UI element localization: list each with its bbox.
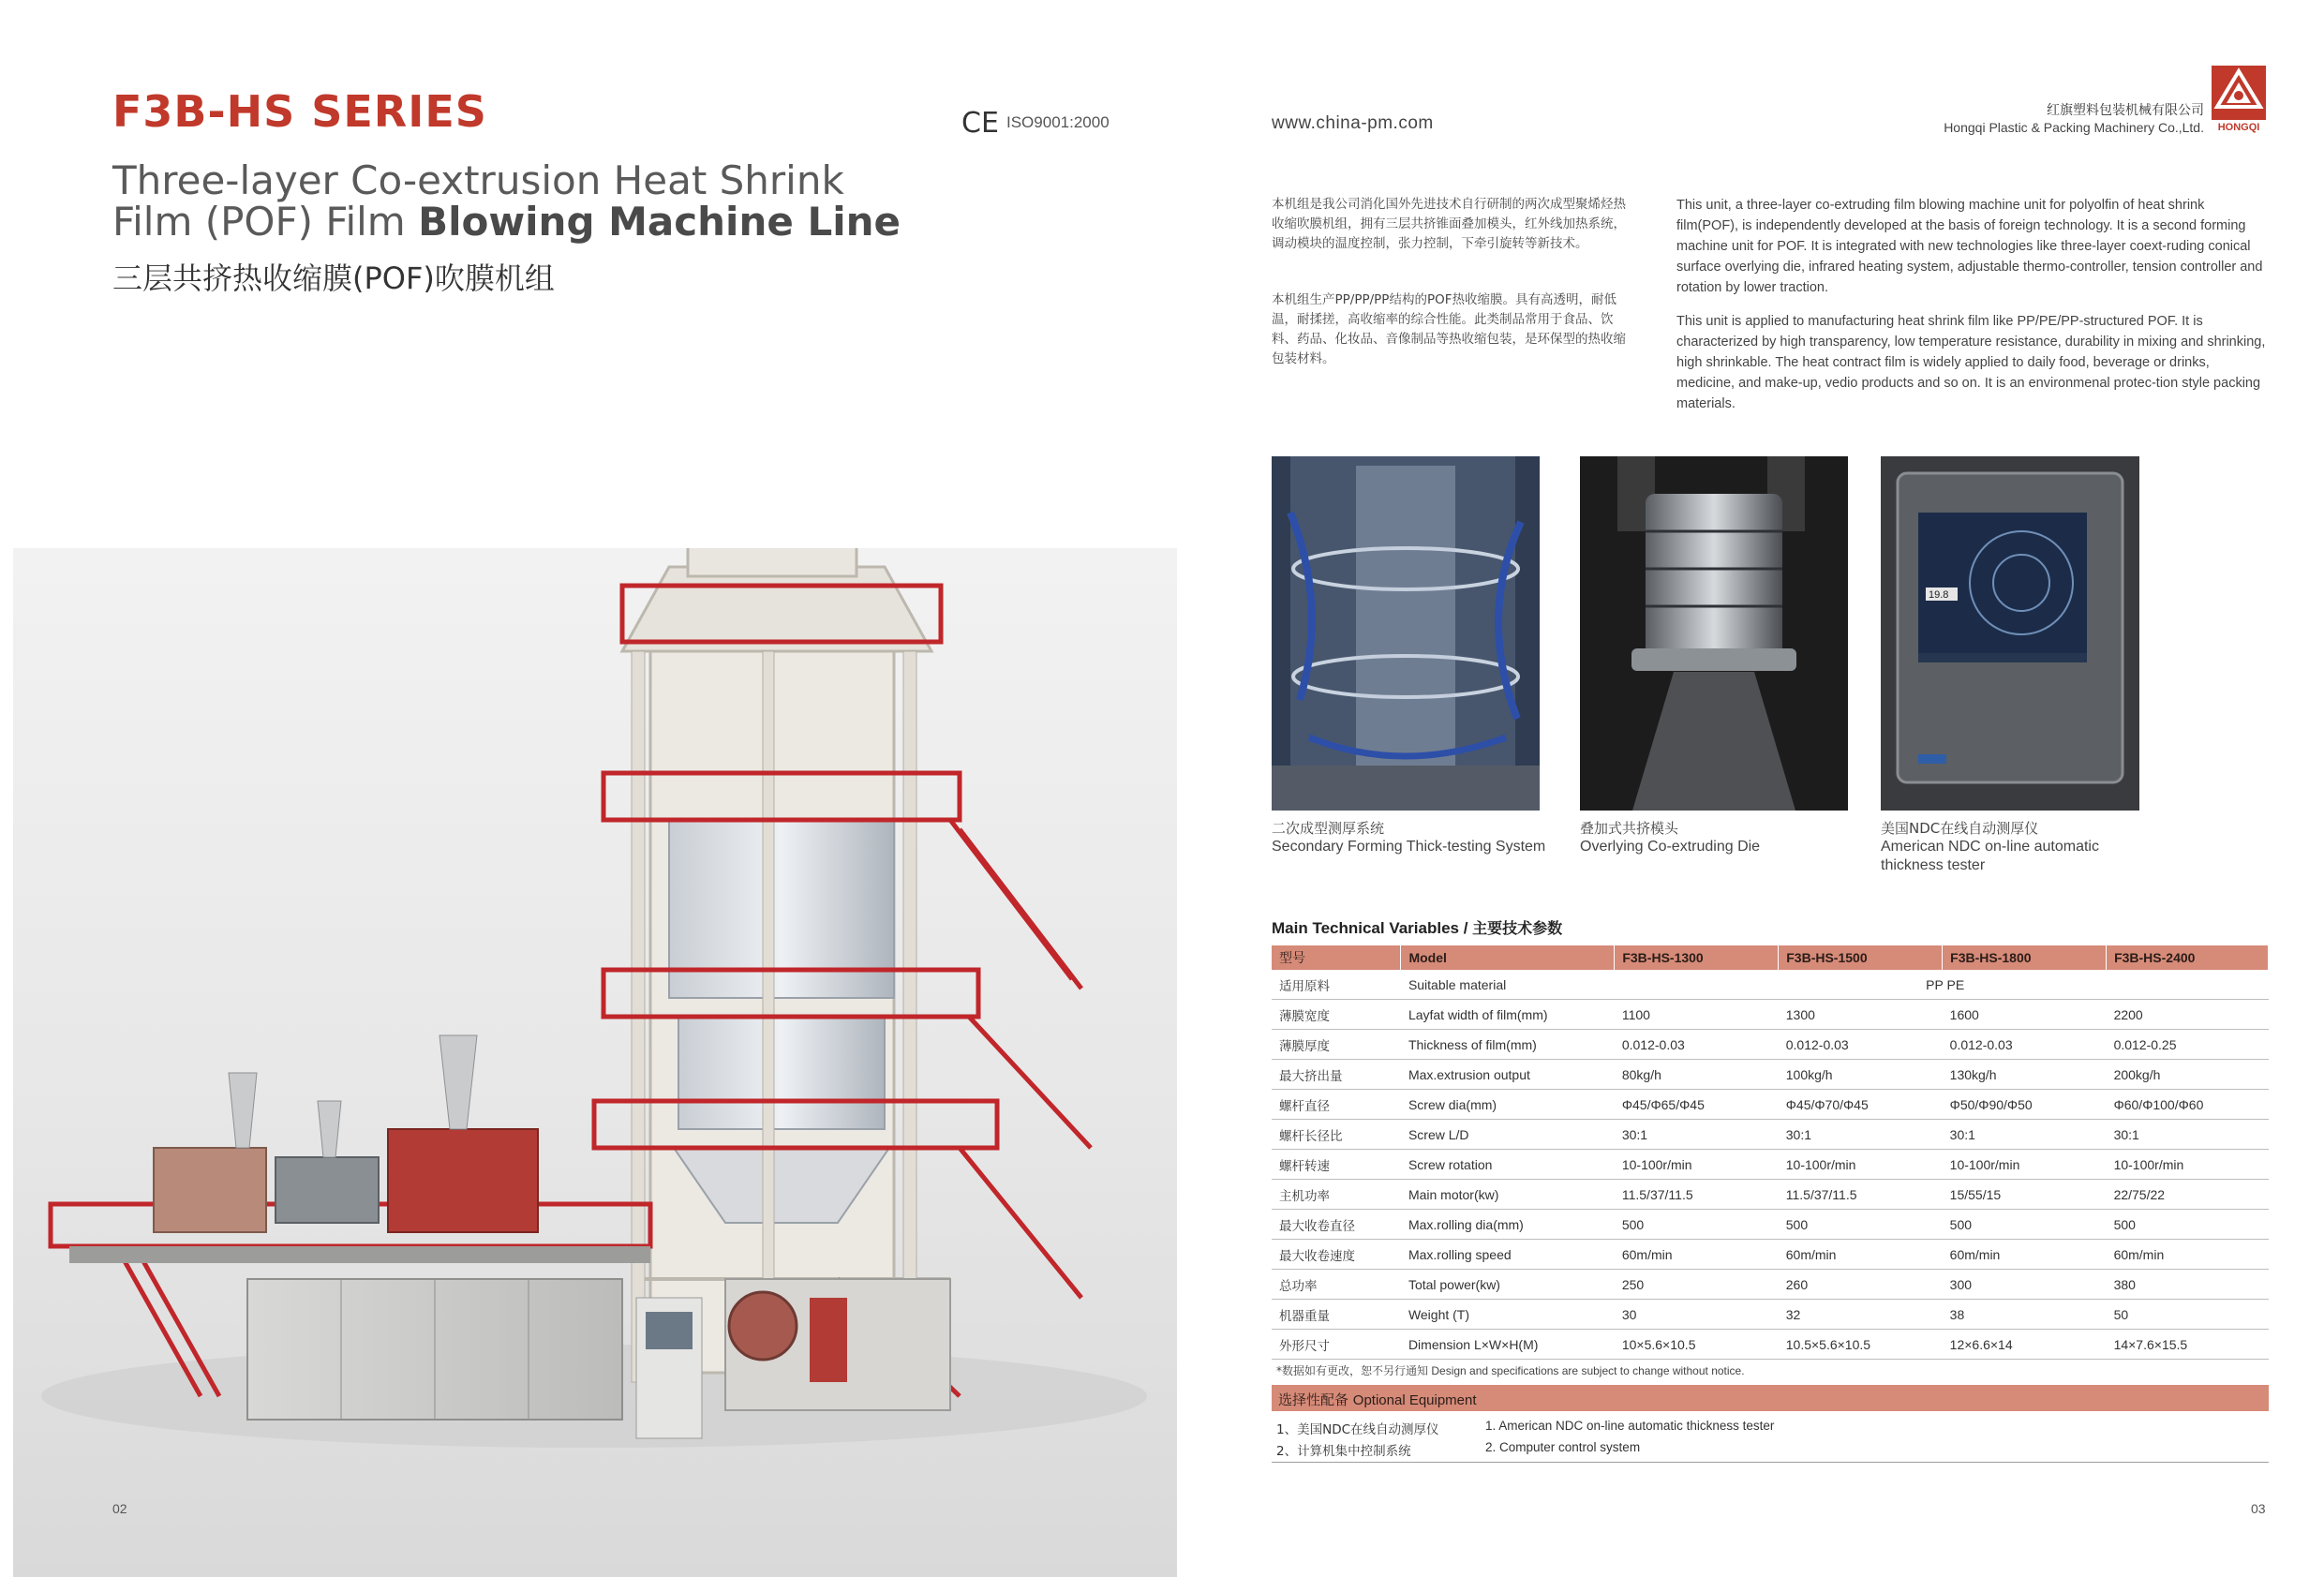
iso-certification: ISO9001:2000 [1006, 113, 1110, 131]
row-label-en: Total power(kw) [1401, 1270, 1615, 1300]
row-value: Φ50/Φ90/Φ50 [1943, 1090, 2107, 1120]
row-value: 0.012-0.25 [2107, 1030, 2269, 1060]
spec-table-heading [1272, 916, 1562, 938]
row-value: 10-100r/min [1615, 1150, 1779, 1180]
row-value: 30:1 [1779, 1120, 1943, 1150]
row-value: 0.012-0.03 [1943, 1030, 2107, 1060]
title-line-2 [112, 199, 901, 245]
caption-1-english: Secondary Forming Thick-testing System [1272, 839, 1546, 855]
optional-item-1-chinese: 1、美国NDC在线自动测厚仪 [1276, 1422, 1439, 1437]
row-value: 11.5/37/11.5 [1615, 1180, 1779, 1210]
row-value: 14×7.6×15.5 [2107, 1330, 2269, 1360]
row-value: 10-100r/min [1943, 1150, 2107, 1180]
spec-table [1272, 945, 2269, 1360]
row-value: 60m/min [1943, 1240, 2107, 1270]
header-cn: 型号 [1272, 945, 1401, 970]
caption-3-chinese: 美国NDC在线自动测厚仪 [1881, 820, 2039, 837]
header-f3b-hs-1300: F3B-HS-1300 [1615, 945, 1779, 970]
row-label-cn: 螺杆长径比 [1272, 1120, 1401, 1150]
row-value: 60m/min [1615, 1240, 1779, 1270]
row-label-cn: 外形尺寸 [1272, 1330, 1401, 1360]
table-row-material [1272, 970, 2269, 1000]
series-title: F3B-HS SERIES [112, 86, 487, 137]
row-value: Φ45/Φ65/Φ45 [1615, 1090, 1779, 1120]
row-value: 38 [1943, 1300, 2107, 1330]
winder-unit [725, 1279, 950, 1410]
row-label-en: Thickness of film(mm) [1401, 1030, 1615, 1060]
page-number-left: 02 [112, 1501, 127, 1516]
row-value: 1600 [1943, 1000, 2107, 1030]
row-value: 500 [1779, 1210, 1943, 1240]
spec-table-heading-english: Main Technical Variables / [1272, 919, 1473, 937]
table-row [1272, 1210, 2269, 1240]
row-value: 0.012-0.03 [1615, 1030, 1779, 1060]
row-value: 500 [2107, 1210, 2269, 1240]
table-row [1272, 1180, 2269, 1210]
table-row [1272, 1330, 2269, 1360]
row-value: 500 [1943, 1210, 2107, 1240]
row-value: 100kg/h [1779, 1060, 1943, 1090]
title-chinese: 三层共挤热收缩膜(POF)吹膜机组 [112, 260, 555, 296]
spec-table-heading-chinese: 主要技术参数 [1472, 919, 1563, 937]
table-footnote [1276, 1362, 1745, 1378]
row-value: 10.5×5.6×10.5 [1779, 1330, 1943, 1360]
row-value: 500 [1615, 1210, 1779, 1240]
row-value: 10×5.6×10.5 [1615, 1330, 1779, 1360]
row-label-cn: 螺杆转速 [1272, 1150, 1401, 1180]
row-value: 260 [1779, 1270, 1943, 1300]
company-name-chinese: 红旗塑料包装机械有限公司 [2047, 103, 2204, 118]
footnote-chinese: *数据如有更改，恕不另行通知 [1276, 1364, 1429, 1377]
table-row [1272, 1150, 2269, 1180]
row-label-en: Max.rolling dia(mm) [1401, 1210, 1615, 1240]
row-value: 200kg/h [2107, 1060, 2269, 1090]
caption-photo-2 [1580, 819, 1760, 856]
table-row [1272, 1270, 2269, 1300]
row-value: 2200 [2107, 1000, 2269, 1030]
ce-mark: CE [961, 107, 999, 140]
header-model: Model [1401, 945, 1615, 970]
row-label-en: Max.rolling speed [1401, 1240, 1615, 1270]
row-value: 30:1 [2107, 1120, 2269, 1150]
row-label-en: Screw rotation [1401, 1150, 1615, 1180]
row-label-cn: 主机功率 [1272, 1180, 1401, 1210]
title-line-2-regular: Film (POF) Film [112, 199, 419, 245]
row-label-cn: 螺杆直径 [1272, 1090, 1401, 1120]
optional-item-2-chinese: 2、计算机集中控制系统 [1276, 1444, 1411, 1459]
photo-ndc-thickness-tester [1881, 456, 2139, 811]
optional-title-chinese: 选择性配备 [1278, 1391, 1353, 1408]
row-value: 1300 [1779, 1000, 1943, 1030]
row-value: Φ60/Φ100/Φ60 [2107, 1090, 2269, 1120]
table-row [1272, 1090, 2269, 1120]
page-number-right: 03 [2251, 1501, 2266, 1516]
row-value: 380 [2107, 1270, 2269, 1300]
row-label-cn: 适用原料 [1272, 970, 1401, 1000]
row-value: 30:1 [1943, 1120, 2107, 1150]
row-label-en: Main motor(kw) [1401, 1180, 1615, 1210]
row-value: 22/75/22 [2107, 1180, 2269, 1210]
row-value: 30 [1615, 1300, 1779, 1330]
intro-chinese-paragraph-1: 本机组是我公司消化国外先进技术自行研制的两次成型聚烯烃热收缩吹膜机组，拥有三层共挤锥面叠加模头，红外线加热系统，调动模块的温度控制，张力控制，下牵引旋转等新技术。 [1272, 197, 1626, 251]
row-value: 80kg/h [1615, 1060, 1779, 1090]
caption-photo-3 [1881, 819, 2099, 875]
optional-equipment-rule [1272, 1462, 2269, 1463]
row-label-en: Dimension L×W×H(M) [1401, 1330, 1615, 1360]
title-line-2-bold: Blowing Machine Line [418, 199, 901, 245]
row-value-merged: PP PE [1615, 970, 2269, 1000]
row-value: 15/55/15 [1943, 1180, 2107, 1210]
row-value: 12×6.6×14 [1943, 1330, 2107, 1360]
row-label-en: Weight (T) [1401, 1300, 1615, 1330]
caption-3-english-line-2: thickness tester [1881, 857, 1986, 873]
header-f3b-hs-1800: F3B-HS-1800 [1943, 945, 2107, 970]
row-value: 10-100r/min [1779, 1150, 1943, 1180]
caption-2-chinese: 叠加式共挤模头 [1580, 820, 1679, 837]
machine-line-photo [13, 548, 1177, 1577]
caption-photo-1 [1272, 819, 1545, 856]
row-value: 30:1 [1615, 1120, 1779, 1150]
row-label-en: Layfat width of film(mm) [1401, 1000, 1615, 1030]
row-label-cn: 薄膜厚度 [1272, 1030, 1401, 1060]
table-row [1272, 1000, 2269, 1030]
row-label-en: Max.extrusion output [1401, 1060, 1615, 1090]
row-label-cn: 最大挤出量 [1272, 1060, 1401, 1090]
optional-item-1-english: 1. American NDC on-line automatic thickness tester [1485, 1419, 1775, 1433]
row-label-cn: 机器重量 [1272, 1300, 1401, 1330]
screen-readout: 19.8 [1929, 589, 1949, 601]
table-row [1272, 1300, 2269, 1330]
header-f3b-hs-2400: F3B-HS-2400 [2107, 945, 2269, 970]
footnote-english: Design and specifications are subject to change without notice. [1428, 1364, 1745, 1377]
caption-1-chinese: 二次成型测厚系统 [1272, 820, 1385, 837]
website-url: www.china-pm.com [1272, 113, 1434, 133]
table-row [1272, 1030, 2269, 1060]
intro-english-paragraph-1: This unit, a three-layer co-extruding film blowing machine unit for polyolfin of heat shrink film(POF), is independently developed at the basis of foreign technology. It is a second forming machine unit for POF. It is integrated with new technologies like three-layer coext-ruding conical surface overlying die, infrared heating system, adjustable thermo-controller, tension controller and rotation by lower traction. [1676, 198, 2263, 295]
logo-wordmark: HONGQI [2217, 122, 2260, 133]
header-f3b-hs-1500: F3B-HS-1500 [1779, 945, 1943, 970]
caption-3-english: American NDC on-line automatic [1881, 839, 2099, 855]
intro-english-paragraph-2: This unit is applied to manufacturing heat shrink film like PP/PE/PP-structured POF. It is characterized by high transparency, low temperature resistance, durability in mixing and shrinking, high shrinkable. The heat contract film is widely applied to daily food, beverage or drinks, medicine, and make-up, vedio products and so on. It is an environmenal protec-tion style packing materials. [1676, 314, 2266, 411]
row-value: 60m/min [1779, 1240, 1943, 1270]
row-value: 60m/min [2107, 1240, 2269, 1270]
company-name-english: Hongqi Plastic & Packing Machinery Co.,Ltd. [1944, 120, 2204, 135]
row-value: 130kg/h [1943, 1060, 2107, 1090]
row-value: Φ45/Φ70/Φ45 [1779, 1090, 1943, 1120]
table-row [1272, 1060, 2269, 1090]
spec-table-header-row [1272, 945, 2269, 970]
row-label-cn: 最大收卷直径 [1272, 1210, 1401, 1240]
row-value: 10-100r/min [2107, 1150, 2269, 1180]
optional-title-english: Optional Equipment [1352, 1392, 1477, 1408]
row-label-cn: 总功率 [1272, 1270, 1401, 1300]
row-label-en: Suitable material [1401, 970, 1615, 1000]
row-label-en: Screw dia(mm) [1401, 1090, 1615, 1120]
row-label-cn: 薄膜宽度 [1272, 1000, 1401, 1030]
table-row [1272, 1120, 2269, 1150]
optional-item-2-english: 2. Computer control system [1485, 1440, 1641, 1454]
row-label-cn: 最大收卷速度 [1272, 1240, 1401, 1270]
table-row [1272, 1240, 2269, 1270]
photo-thick-testing-system [1272, 456, 1540, 811]
optional-equipment-title [1278, 1390, 1477, 1409]
row-value: 32 [1779, 1300, 1943, 1330]
row-label-en: Screw L/D [1401, 1120, 1615, 1150]
row-value: 11.5/37/11.5 [1779, 1180, 1943, 1210]
caption-2-english: Overlying Co-extruding Die [1580, 839, 1761, 855]
row-value: 300 [1943, 1270, 2107, 1300]
row-value: 1100 [1615, 1000, 1779, 1030]
row-value: 50 [2107, 1300, 2269, 1330]
row-value: 250 [1615, 1270, 1779, 1300]
row-value: 0.012-0.03 [1779, 1030, 1943, 1060]
photo-overlying-die [1580, 456, 1848, 811]
intro-chinese-paragraph-2: 本机组生产PP/PP/PP结构的POF热收缩膜。具有高透明，耐低温，耐揉搓，高收缩率的综合性能。此类制品常用于食品、饮料、药品、化妆品、音像制品等热收缩包装，是环保型的热收缩包装材料。 [1272, 292, 1626, 366]
title-line-1: Three-layer Co-extrusion Heat Shrink [112, 157, 844, 203]
